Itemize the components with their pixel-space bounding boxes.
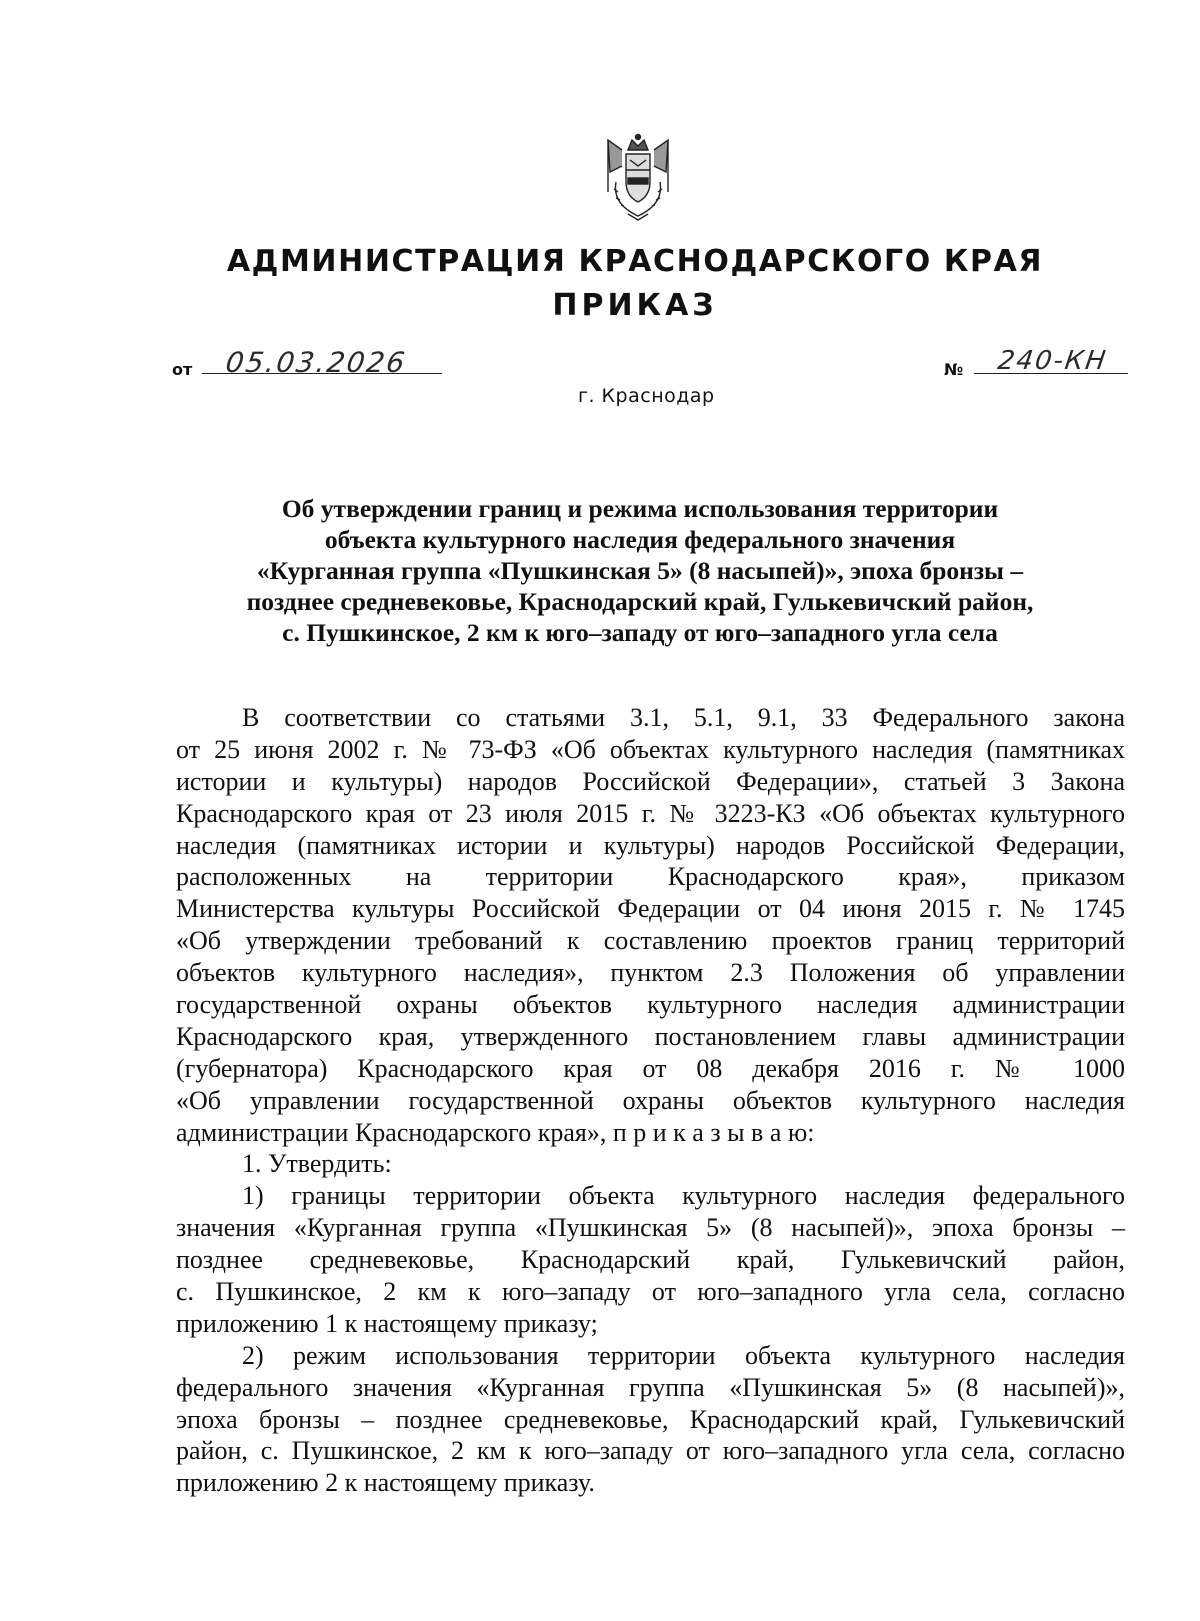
title-line: Об утверждении границ и режима использования территории xyxy=(281,494,999,523)
document-type: ПРИКАЗ xyxy=(552,288,718,323)
body-line: В соответствии со статьями 3.1, 5.1, 9.1, 33 Федерального закона xyxy=(242,703,1125,732)
body-line: расположенных на территории Краснодарского края», приказом xyxy=(176,862,1125,892)
body-line: 1) границы территории объекта культурного наследия федерального xyxy=(242,1181,1125,1211)
number-handwritten: 240-КН xyxy=(995,346,1110,376)
body-line: администрации Краснодарского края», п р и к а з ы в а ю: xyxy=(176,1117,815,1147)
document-body xyxy=(176,702,1125,1499)
date-handwritten: 05.03.2026 xyxy=(223,346,409,379)
body-line: истории и культуры) народов Российской Федерации», статьей 3 Закона xyxy=(176,766,1125,796)
body-line: объектов культурного наследия», пунктом 2.3 Положения об управлении xyxy=(176,958,1125,988)
body-line: с. Пушкинское, 2 км к юго–западу от юго–западного угла села, согласно xyxy=(176,1277,1125,1307)
date-label: от xyxy=(172,360,193,379)
number-label: № xyxy=(944,360,964,379)
body-line: эпоха бронзы – позднее средневековье, Краснодарский край, Гулькевичский xyxy=(176,1404,1125,1434)
body-line: от 25 июня 2002 г. № 73-ФЗ «Об объектах культурного наследия (памятниках xyxy=(176,734,1125,764)
title-line: с. Пушкинское, 2 км к юго–западу от юго–западного угла села xyxy=(282,618,998,647)
organization-name: АДМИНИСТРАЦИЯ КРАСНОДАРСКОГО КРАЯ xyxy=(226,244,1044,279)
body-line: 2) режим использования территории объекта культурного наследия xyxy=(242,1340,1125,1370)
body-line: (губернатора) Краснодарского края от 08 декабря 2016 г. № 1000 xyxy=(176,1053,1125,1083)
body-line: приложению 1 к настоящему приказу; xyxy=(176,1308,598,1338)
body-line: значения «Курганная группа «Пушкинская 5» (8 насыпей)», эпоха бронзы – xyxy=(176,1213,1125,1243)
document-title xyxy=(200,493,1080,648)
city: г. Краснодар xyxy=(578,385,715,407)
body-line: наследия (памятниках истории и культуры) народов Российской Федерации, xyxy=(176,830,1125,860)
body-line: «Об управлении государственной охраны объектов культурного наследия xyxy=(176,1085,1125,1115)
body-line: позднее средневековье, Краснодарский край, Гулькевичский район, xyxy=(176,1245,1125,1275)
body-line: Краснодарского края от 23 июля 2015 г. № 3223-КЗ «Об объектах культурного xyxy=(176,798,1125,828)
body-line: Министерства культуры Российской Федерации от 04 июня 2015 г. № 1745 xyxy=(176,894,1125,924)
body-line: «Об утверждении требований к составлению проектов границ территорий xyxy=(176,926,1125,956)
body-line: Краснодарского края, утвержденного постановлением главы администрации xyxy=(176,1021,1125,1051)
title-line: «Курганная группа «Пушкинская 5» (8 насыпей)», эпоха бронзы – xyxy=(256,556,1024,585)
title-line: объекта культурного наследия федерального значения xyxy=(324,525,956,554)
body-line: государственной охраны объектов культурного наследия администрации xyxy=(176,990,1125,1020)
body-line: 1. Утвердить: xyxy=(242,1149,392,1179)
coat-of-arms-icon xyxy=(598,132,678,224)
title-line: позднее средневековье, Краснодарский край, Гулькевичский район, xyxy=(246,587,1034,616)
body-line: приложению 2 к настоящему приказу. xyxy=(176,1468,595,1498)
body-line: федерального значения «Курганная группа «Пушкинская 5» (8 насыпей)», xyxy=(176,1372,1125,1402)
body-line: район, с. Пушкинское, 2 км к юго–западу от юго–западного угла села, согласно xyxy=(176,1436,1125,1466)
